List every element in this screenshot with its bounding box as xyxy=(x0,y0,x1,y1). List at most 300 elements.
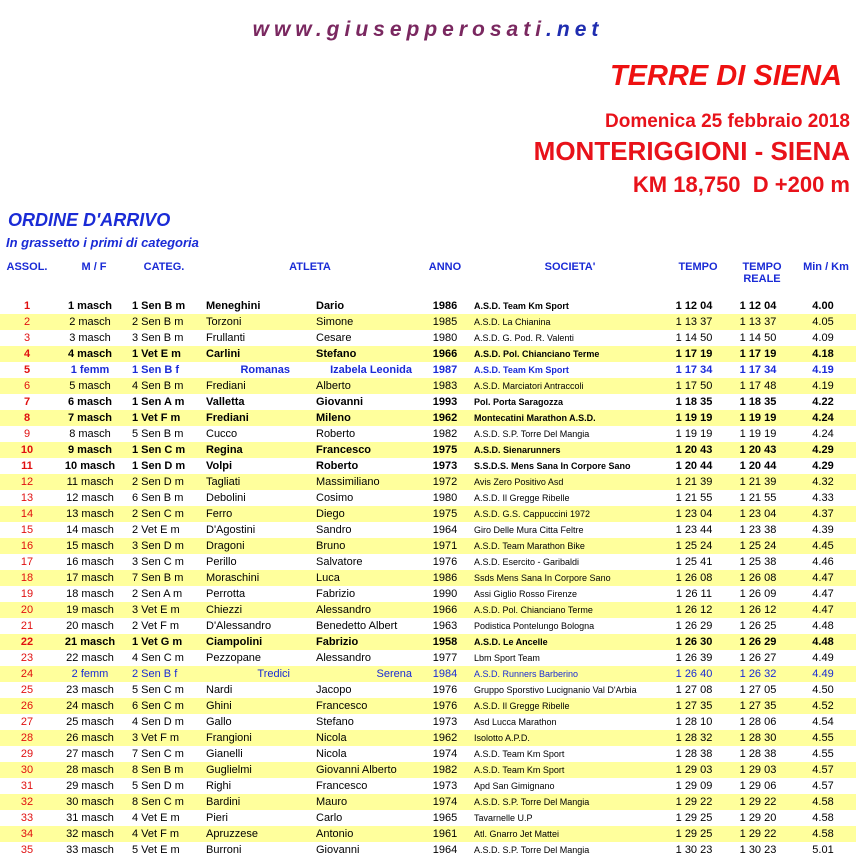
club-cell: A.S.D. Team Km Sport xyxy=(468,762,662,778)
section-title: ORDINE D'ARRIVO xyxy=(8,210,171,230)
table-row xyxy=(0,826,856,842)
year-cell: 1976 xyxy=(432,556,458,568)
gender-rank-cell: 14 masch xyxy=(66,524,114,536)
surname-cell: Cucco xyxy=(206,428,238,440)
position-cell: 25 xyxy=(20,684,34,696)
year-cell: 1983 xyxy=(422,378,468,394)
category-cell: 1 Sen D m xyxy=(132,460,186,472)
firstname-cell: Nicola xyxy=(300,730,422,746)
firstname-cell: Alessandro xyxy=(316,652,372,664)
real-time-cell: 1 21 39 xyxy=(726,474,790,490)
gender-rank-cell: 4 masch xyxy=(54,346,126,362)
category-cell: 3 Sen B m xyxy=(132,332,184,344)
table-row xyxy=(0,330,856,346)
gender-rank-cell: 17 masch xyxy=(54,570,126,586)
firstname-cell: Nicola xyxy=(316,748,347,760)
position-cell: 19 xyxy=(20,588,34,600)
time-cell: 1 19 19 xyxy=(662,410,726,426)
pace-cell: 4.58 xyxy=(790,794,856,810)
gender-rank-cell: 1 masch xyxy=(67,300,113,312)
position-cell: 8 xyxy=(0,410,54,426)
category-cell: 5 Sen D m xyxy=(132,780,184,792)
firstname-cell: Dario xyxy=(316,300,345,312)
col-header-societa: SOCIETA' xyxy=(544,261,596,273)
firstname-cell: Fabrizio xyxy=(300,634,422,650)
pace-cell: 4.48 xyxy=(790,634,856,650)
firstname-cell: Giovanni xyxy=(316,844,360,856)
year-cell: 1980 xyxy=(432,492,458,504)
club-cell: A.S.D. S.P. Torre Del Mangia xyxy=(474,429,590,439)
club-cell: Asd Lucca Marathon xyxy=(474,717,557,727)
club-cell: Tavarnelle U.P xyxy=(474,813,533,823)
url-suffix: .net xyxy=(546,18,604,41)
year-cell: 1973 xyxy=(432,780,458,792)
pace-cell: 4.58 xyxy=(790,826,856,842)
col-header-tempo-reale-line1: TEMPO xyxy=(742,261,782,273)
position-cell: 33 xyxy=(20,812,34,824)
firstname-cell: Roberto xyxy=(316,460,359,472)
pace-cell: 4.47 xyxy=(790,602,856,618)
pace-cell: 4.55 xyxy=(790,730,856,746)
col-header-tempo-reale-line2: REALE xyxy=(743,273,781,285)
pace-cell: 4.09 xyxy=(812,332,834,344)
category-cell: 5 Sen B m xyxy=(132,428,184,440)
gender-rank-cell: 25 masch xyxy=(66,716,114,728)
position-cell: 18 xyxy=(0,570,54,586)
year-cell: 1993 xyxy=(432,396,458,408)
club-cell: Montecatini Marathon A.S.D. xyxy=(468,410,662,426)
table-row xyxy=(0,714,856,730)
pace-cell: 4.24 xyxy=(812,428,834,440)
firstname-cell: Carlo xyxy=(316,812,343,824)
category-cell: 1 Sen C m xyxy=(126,442,196,458)
category-cell: 1 Sen B m xyxy=(132,300,186,312)
surname-cell: Dragoni xyxy=(196,538,300,554)
category-cell: 8 Sen B m xyxy=(126,762,196,778)
url-domain: giusepperosati xyxy=(326,18,547,41)
col-header-tempo: TEMPO xyxy=(678,261,718,273)
pace-cell: 4.50 xyxy=(812,684,834,696)
gender-rank-cell: 15 masch xyxy=(54,538,126,554)
real-time-cell: 1 26 12 xyxy=(726,602,790,618)
club-cell: Assi Giglio Rosso Firenze xyxy=(474,589,578,599)
year-cell: 1984 xyxy=(422,666,468,682)
position-cell: 14 xyxy=(0,506,54,522)
category-cell: 3 Sen D m xyxy=(126,538,196,554)
gender-rank-cell: 30 masch xyxy=(54,794,126,810)
year-cell: 1987 xyxy=(432,364,458,376)
club-cell: A.S.D. G.S. Cappuccini 1972 xyxy=(468,506,662,522)
gender-rank-cell: 1 femm xyxy=(70,364,110,376)
event-place: MONTERIGGIONI - SIENA xyxy=(533,136,850,166)
category-cell: 6 Sen C m xyxy=(126,698,196,714)
time-cell: 1 30 23 xyxy=(675,844,713,856)
pace-cell: 4.52 xyxy=(790,698,856,714)
results-table xyxy=(0,298,856,858)
time-cell: 1 20 44 xyxy=(675,460,713,472)
firstname-cell: Cosimo xyxy=(316,492,354,504)
position-cell: 15 xyxy=(20,524,34,536)
surname-cell: Gianelli xyxy=(206,748,243,760)
club-cell: A.S.D. Team Km Sport xyxy=(474,749,565,759)
pace-cell: 4.32 xyxy=(790,474,856,490)
position-cell: 28 xyxy=(0,730,54,746)
pace-cell: 4.18 xyxy=(790,346,856,362)
gender-rank-cell: 24 masch xyxy=(54,698,126,714)
position-cell: 22 xyxy=(0,634,54,650)
firstname-cell: Alessandro xyxy=(300,602,422,618)
firstname-cell: Sandro xyxy=(316,524,352,536)
time-cell: 1 21 55 xyxy=(675,492,713,504)
pace-cell: 4.57 xyxy=(812,780,834,792)
surname-cell: Valletta xyxy=(206,396,245,408)
real-time-cell: 1 26 08 xyxy=(726,570,790,586)
club-cell: A.S.D. Sienarunners xyxy=(468,442,662,458)
real-time-cell: 1 19 19 xyxy=(739,428,777,440)
club-cell: Atl. Gnarro Jet Mattei xyxy=(468,826,662,842)
gender-rank-cell: 13 masch xyxy=(54,506,126,522)
position-cell: 1 xyxy=(23,300,31,312)
position-cell: 9 xyxy=(23,428,31,440)
table-row xyxy=(0,746,856,762)
section-note: In grassetto i primi di categoria xyxy=(6,235,199,250)
club-cell: A.S.D. Pol. Chianciano Terme xyxy=(468,602,662,618)
col-header-categ: CATEG. xyxy=(143,261,185,273)
firstname-cell: Izabela Leonida xyxy=(330,364,412,376)
real-time-cell: 1 23 04 xyxy=(726,506,790,522)
pace-cell: 4.05 xyxy=(790,314,856,330)
year-cell: 1972 xyxy=(422,474,468,490)
col-header-anno: ANNO xyxy=(428,261,462,273)
category-cell: 3 Vet E m xyxy=(126,602,196,618)
real-time-cell: 1 27 35 xyxy=(726,698,790,714)
time-cell: 1 13 37 xyxy=(662,314,726,330)
time-cell: 1 23 44 xyxy=(675,524,713,536)
club-cell: A.S.D. Runners Barberino xyxy=(468,666,662,682)
position-cell: 2 xyxy=(0,314,54,330)
position-cell: 16 xyxy=(0,538,54,554)
year-cell: 1980 xyxy=(432,332,458,344)
website-url[interactable] xyxy=(0,18,856,42)
surname-cell: Debolini xyxy=(206,492,246,504)
pace-cell: 4.00 xyxy=(812,300,834,312)
year-cell: 1962 xyxy=(422,410,468,426)
table-row xyxy=(0,618,856,634)
col-header-tempo-reale xyxy=(732,261,792,285)
firstname-cell: Jacopo xyxy=(316,684,352,696)
category-cell: 5 Vet E m xyxy=(132,844,180,856)
year-cell: 1971 xyxy=(422,538,468,554)
real-time-cell: 1 25 38 xyxy=(739,556,777,568)
year-cell: 1985 xyxy=(422,314,468,330)
category-cell: 4 Sen B m xyxy=(126,378,196,394)
time-cell: 1 28 38 xyxy=(675,748,713,760)
table-row xyxy=(0,554,856,570)
real-time-cell: 1 29 20 xyxy=(739,812,777,824)
time-cell: 1 26 12 xyxy=(662,602,726,618)
category-cell: 2 Sen B f xyxy=(126,666,196,682)
category-cell: 1 Vet E m xyxy=(126,346,196,362)
real-time-cell: 1 18 35 xyxy=(739,396,777,408)
table-row xyxy=(0,378,856,394)
pace-cell: 5.01 xyxy=(812,844,834,856)
pace-cell: 4.54 xyxy=(812,716,834,728)
gender-rank-cell: 20 masch xyxy=(66,620,114,632)
firstname-cell: Benedetto Albert xyxy=(316,620,398,632)
firstname-cell: Francesco xyxy=(316,780,368,792)
year-cell: 1990 xyxy=(432,588,458,600)
table-row xyxy=(0,346,856,362)
time-cell: 1 14 50 xyxy=(675,332,713,344)
time-cell: 1 27 08 xyxy=(675,684,713,696)
year-cell: 1974 xyxy=(432,748,458,760)
real-time-cell: 1 30 23 xyxy=(739,844,777,856)
category-cell: 1 Vet F m xyxy=(126,410,196,426)
club-cell: Ssds Mens Sana In Corpore Sano xyxy=(468,570,662,586)
surname-cell: Moraschini xyxy=(196,570,300,586)
gender-rank-cell: 27 masch xyxy=(66,748,114,760)
club-cell: Giro Delle Mura Citta Feltre xyxy=(474,525,584,535)
gender-rank-cell: 26 masch xyxy=(54,730,126,746)
pace-cell: 4.49 xyxy=(812,652,834,664)
pace-cell: 4.55 xyxy=(812,748,834,760)
url-prefix: www. xyxy=(252,18,327,41)
position-cell: 32 xyxy=(0,794,54,810)
real-time-cell: 1 29 22 xyxy=(726,826,790,842)
real-time-cell: 1 23 38 xyxy=(739,524,777,536)
position-cell: 35 xyxy=(20,844,34,856)
table-row xyxy=(0,410,856,426)
club-cell: Podistica Pontelungo Bologna xyxy=(474,621,595,631)
real-time-cell: 1 26 27 xyxy=(739,652,777,664)
table-row xyxy=(0,730,856,746)
table-row xyxy=(0,762,856,778)
firstname-cell: Roberto xyxy=(316,428,356,440)
time-cell: 1 12 04 xyxy=(675,300,713,312)
firstname-cell: Antonio xyxy=(300,826,422,842)
surname-cell: D'Alessandro xyxy=(206,620,272,632)
pace-cell: 4.22 xyxy=(812,396,834,408)
club-cell: A.S.D. Il Gregge Ribelle xyxy=(468,698,662,714)
pace-cell: 4.46 xyxy=(812,556,834,568)
surname-cell: Frediani xyxy=(196,410,300,426)
time-cell: 1 29 25 xyxy=(662,826,726,842)
category-cell: 4 Sen C m xyxy=(132,652,184,664)
club-cell: A.S.D. Team Marathon Bike xyxy=(468,538,662,554)
real-time-cell: 1 13 37 xyxy=(726,314,790,330)
time-cell: 1 29 22 xyxy=(662,794,726,810)
position-cell: 20 xyxy=(0,602,54,618)
real-time-cell: 1 14 50 xyxy=(739,332,777,344)
pace-cell: 4.39 xyxy=(812,524,834,536)
time-cell: 1 26 40 xyxy=(662,666,726,682)
club-cell: S.S.D.S. Mens Sana In Corpore Sano xyxy=(474,461,631,471)
table-row xyxy=(0,522,856,538)
gender-rank-cell: 10 masch xyxy=(64,460,116,472)
surname-cell: Chiezzi xyxy=(196,602,300,618)
pace-cell: 4.19 xyxy=(790,378,856,394)
gender-rank-cell: 32 masch xyxy=(54,826,126,842)
real-time-cell: 1 20 43 xyxy=(726,442,790,458)
club-cell: Gruppo Sporstivo Lucignanio Val D'Arbia xyxy=(474,685,637,695)
time-cell: 1 20 43 xyxy=(662,442,726,458)
gender-rank-cell: 33 masch xyxy=(66,844,114,856)
position-cell: 34 xyxy=(0,826,54,842)
year-cell: 1961 xyxy=(422,826,468,842)
time-cell: 1 26 29 xyxy=(675,620,713,632)
surname-cell: Perrotta xyxy=(206,588,246,600)
category-cell: 1 Sen A m xyxy=(132,396,185,408)
surname-cell: Righi xyxy=(206,780,232,792)
pace-cell: 4.33 xyxy=(812,492,834,504)
surname-cell: Regina xyxy=(196,442,300,458)
table-row xyxy=(0,394,856,410)
col-header-assol: ASSOL. xyxy=(6,261,48,273)
time-cell: 1 28 32 xyxy=(662,730,726,746)
surname-cell: Frangioni xyxy=(196,730,300,746)
table-row xyxy=(0,634,856,650)
table-row xyxy=(0,698,856,714)
club-cell: A.S.D. G. Pod. R. Valenti xyxy=(474,333,574,343)
pace-cell: 4.47 xyxy=(790,570,856,586)
firstname-cell: Fabrizio xyxy=(316,588,356,600)
surname-cell: Pezzopane xyxy=(206,652,262,664)
table-row xyxy=(0,490,856,506)
position-cell: 13 xyxy=(20,492,34,504)
surname-cell: Burroni xyxy=(206,844,242,856)
gender-rank-cell: 19 masch xyxy=(54,602,126,618)
real-time-cell: 1 26 29 xyxy=(726,634,790,650)
position-cell: 7 xyxy=(23,396,31,408)
time-cell: 1 29 25 xyxy=(675,812,713,824)
surname-cell: Nardi xyxy=(206,684,233,696)
gender-rank-cell: 12 masch xyxy=(66,492,114,504)
firstname-cell: Bruno xyxy=(300,538,422,554)
real-time-cell: 1 26 09 xyxy=(739,588,777,600)
gender-rank-cell: 9 masch xyxy=(54,442,126,458)
time-cell: 1 26 30 xyxy=(662,634,726,650)
pace-cell: 4.49 xyxy=(790,666,856,682)
firstname-cell: Giovanni Alberto xyxy=(300,762,422,778)
category-cell: 3 Vet F m xyxy=(126,730,196,746)
table-row xyxy=(0,506,856,522)
position-cell: 23 xyxy=(20,652,34,664)
real-time-cell: 1 17 48 xyxy=(726,378,790,394)
year-cell: 1976 xyxy=(422,698,468,714)
category-cell: 1 Sen B f xyxy=(132,364,180,376)
category-cell: 7 Sen B m xyxy=(126,570,196,586)
real-time-cell: 1 21 55 xyxy=(739,492,777,504)
table-row xyxy=(0,810,856,826)
year-cell: 1982 xyxy=(432,428,458,440)
club-cell: Avis Zero Positivo Asd xyxy=(468,474,662,490)
position-cell: 26 xyxy=(0,698,54,714)
year-cell: 1964 xyxy=(432,524,458,536)
time-cell: 1 23 04 xyxy=(662,506,726,522)
col-header-mf: M / F xyxy=(81,261,107,273)
club-cell: A.S.D. Esercito - Garibaldi xyxy=(474,557,580,567)
table-row xyxy=(0,442,856,458)
surname-cell: Pieri xyxy=(206,812,229,824)
surname-cell: Ferro xyxy=(196,506,300,522)
category-cell: 2 Sen A m xyxy=(132,588,183,600)
gender-rank-cell: 29 masch xyxy=(66,780,114,792)
gender-rank-cell: 23 masch xyxy=(66,684,114,696)
firstname-cell: Massimiliano xyxy=(300,474,422,490)
real-time-cell: 1 12 04 xyxy=(739,300,777,312)
pace-cell: 4.45 xyxy=(790,538,856,554)
gender-rank-cell: 21 masch xyxy=(54,634,126,650)
gender-rank-cell: 22 masch xyxy=(66,652,114,664)
club-cell: Lbm Sport Team xyxy=(474,653,540,663)
time-cell: 1 25 24 xyxy=(662,538,726,554)
firstname-cell: Alberto xyxy=(300,378,422,394)
firstname-cell: Stefano xyxy=(316,716,354,728)
surname-cell: Tredici xyxy=(196,666,300,682)
real-time-cell: 1 25 24 xyxy=(726,538,790,554)
surname-cell: Romanas xyxy=(240,364,290,376)
year-cell: 1975 xyxy=(422,442,468,458)
event-distance: KM 18,750 D +200 m xyxy=(632,172,850,197)
position-cell: 24 xyxy=(0,666,54,682)
surname-cell: Perillo xyxy=(206,556,237,568)
position-cell: 27 xyxy=(20,716,34,728)
category-cell: 2 Sen B m xyxy=(126,314,196,330)
club-cell: Apd San Gimignano xyxy=(474,781,555,791)
results-body xyxy=(0,298,856,858)
table-row xyxy=(0,602,856,618)
club-cell: A.S.D. S.P. Torre Del Mangia xyxy=(468,794,662,810)
gender-rank-cell: 2 masch xyxy=(54,314,126,330)
club-cell: A.S.D. Le Ancelle xyxy=(468,634,662,650)
surname-cell: Torzoni xyxy=(196,314,300,330)
year-cell: 1962 xyxy=(422,730,468,746)
time-cell: 1 29 09 xyxy=(675,780,713,792)
table-row xyxy=(0,538,856,554)
category-cell: 3 Sen C m xyxy=(132,556,184,568)
category-cell: 6 Sen B m xyxy=(132,492,184,504)
time-cell: 1 18 35 xyxy=(675,396,713,408)
club-cell: Pol. Porta Saragozza xyxy=(474,397,564,407)
real-time-cell: 1 26 32 xyxy=(726,666,790,682)
position-cell: 29 xyxy=(20,748,34,760)
real-time-cell: 1 28 06 xyxy=(739,716,777,728)
real-time-cell: 1 27 05 xyxy=(739,684,777,696)
gender-rank-cell: 3 masch xyxy=(69,332,111,344)
time-cell: 1 17 50 xyxy=(662,378,726,394)
time-cell: 1 21 39 xyxy=(662,474,726,490)
category-cell: 8 Sen C m xyxy=(126,794,196,810)
category-cell: 5 Sen C m xyxy=(132,684,184,696)
surname-cell: Gallo xyxy=(206,716,232,728)
table-row xyxy=(0,314,856,330)
table-row xyxy=(0,426,856,442)
pace-cell: 4.58 xyxy=(812,812,834,824)
surname-cell: Meneghini xyxy=(206,300,261,312)
position-cell: 5 xyxy=(23,364,31,376)
real-time-cell: 1 19 19 xyxy=(726,410,790,426)
pace-cell: 4.24 xyxy=(790,410,856,426)
time-cell: 1 19 19 xyxy=(675,428,713,440)
year-cell: 1958 xyxy=(422,634,468,650)
year-cell: 1965 xyxy=(432,812,458,824)
club-cell: A.S.D. S.P. Torre Del Mangia xyxy=(474,845,590,855)
gender-rank-cell: 11 masch xyxy=(54,474,126,490)
year-cell: 1973 xyxy=(432,716,458,728)
year-cell: 1966 xyxy=(422,602,468,618)
firstname-cell: Diego xyxy=(300,506,422,522)
table-row xyxy=(0,650,856,666)
